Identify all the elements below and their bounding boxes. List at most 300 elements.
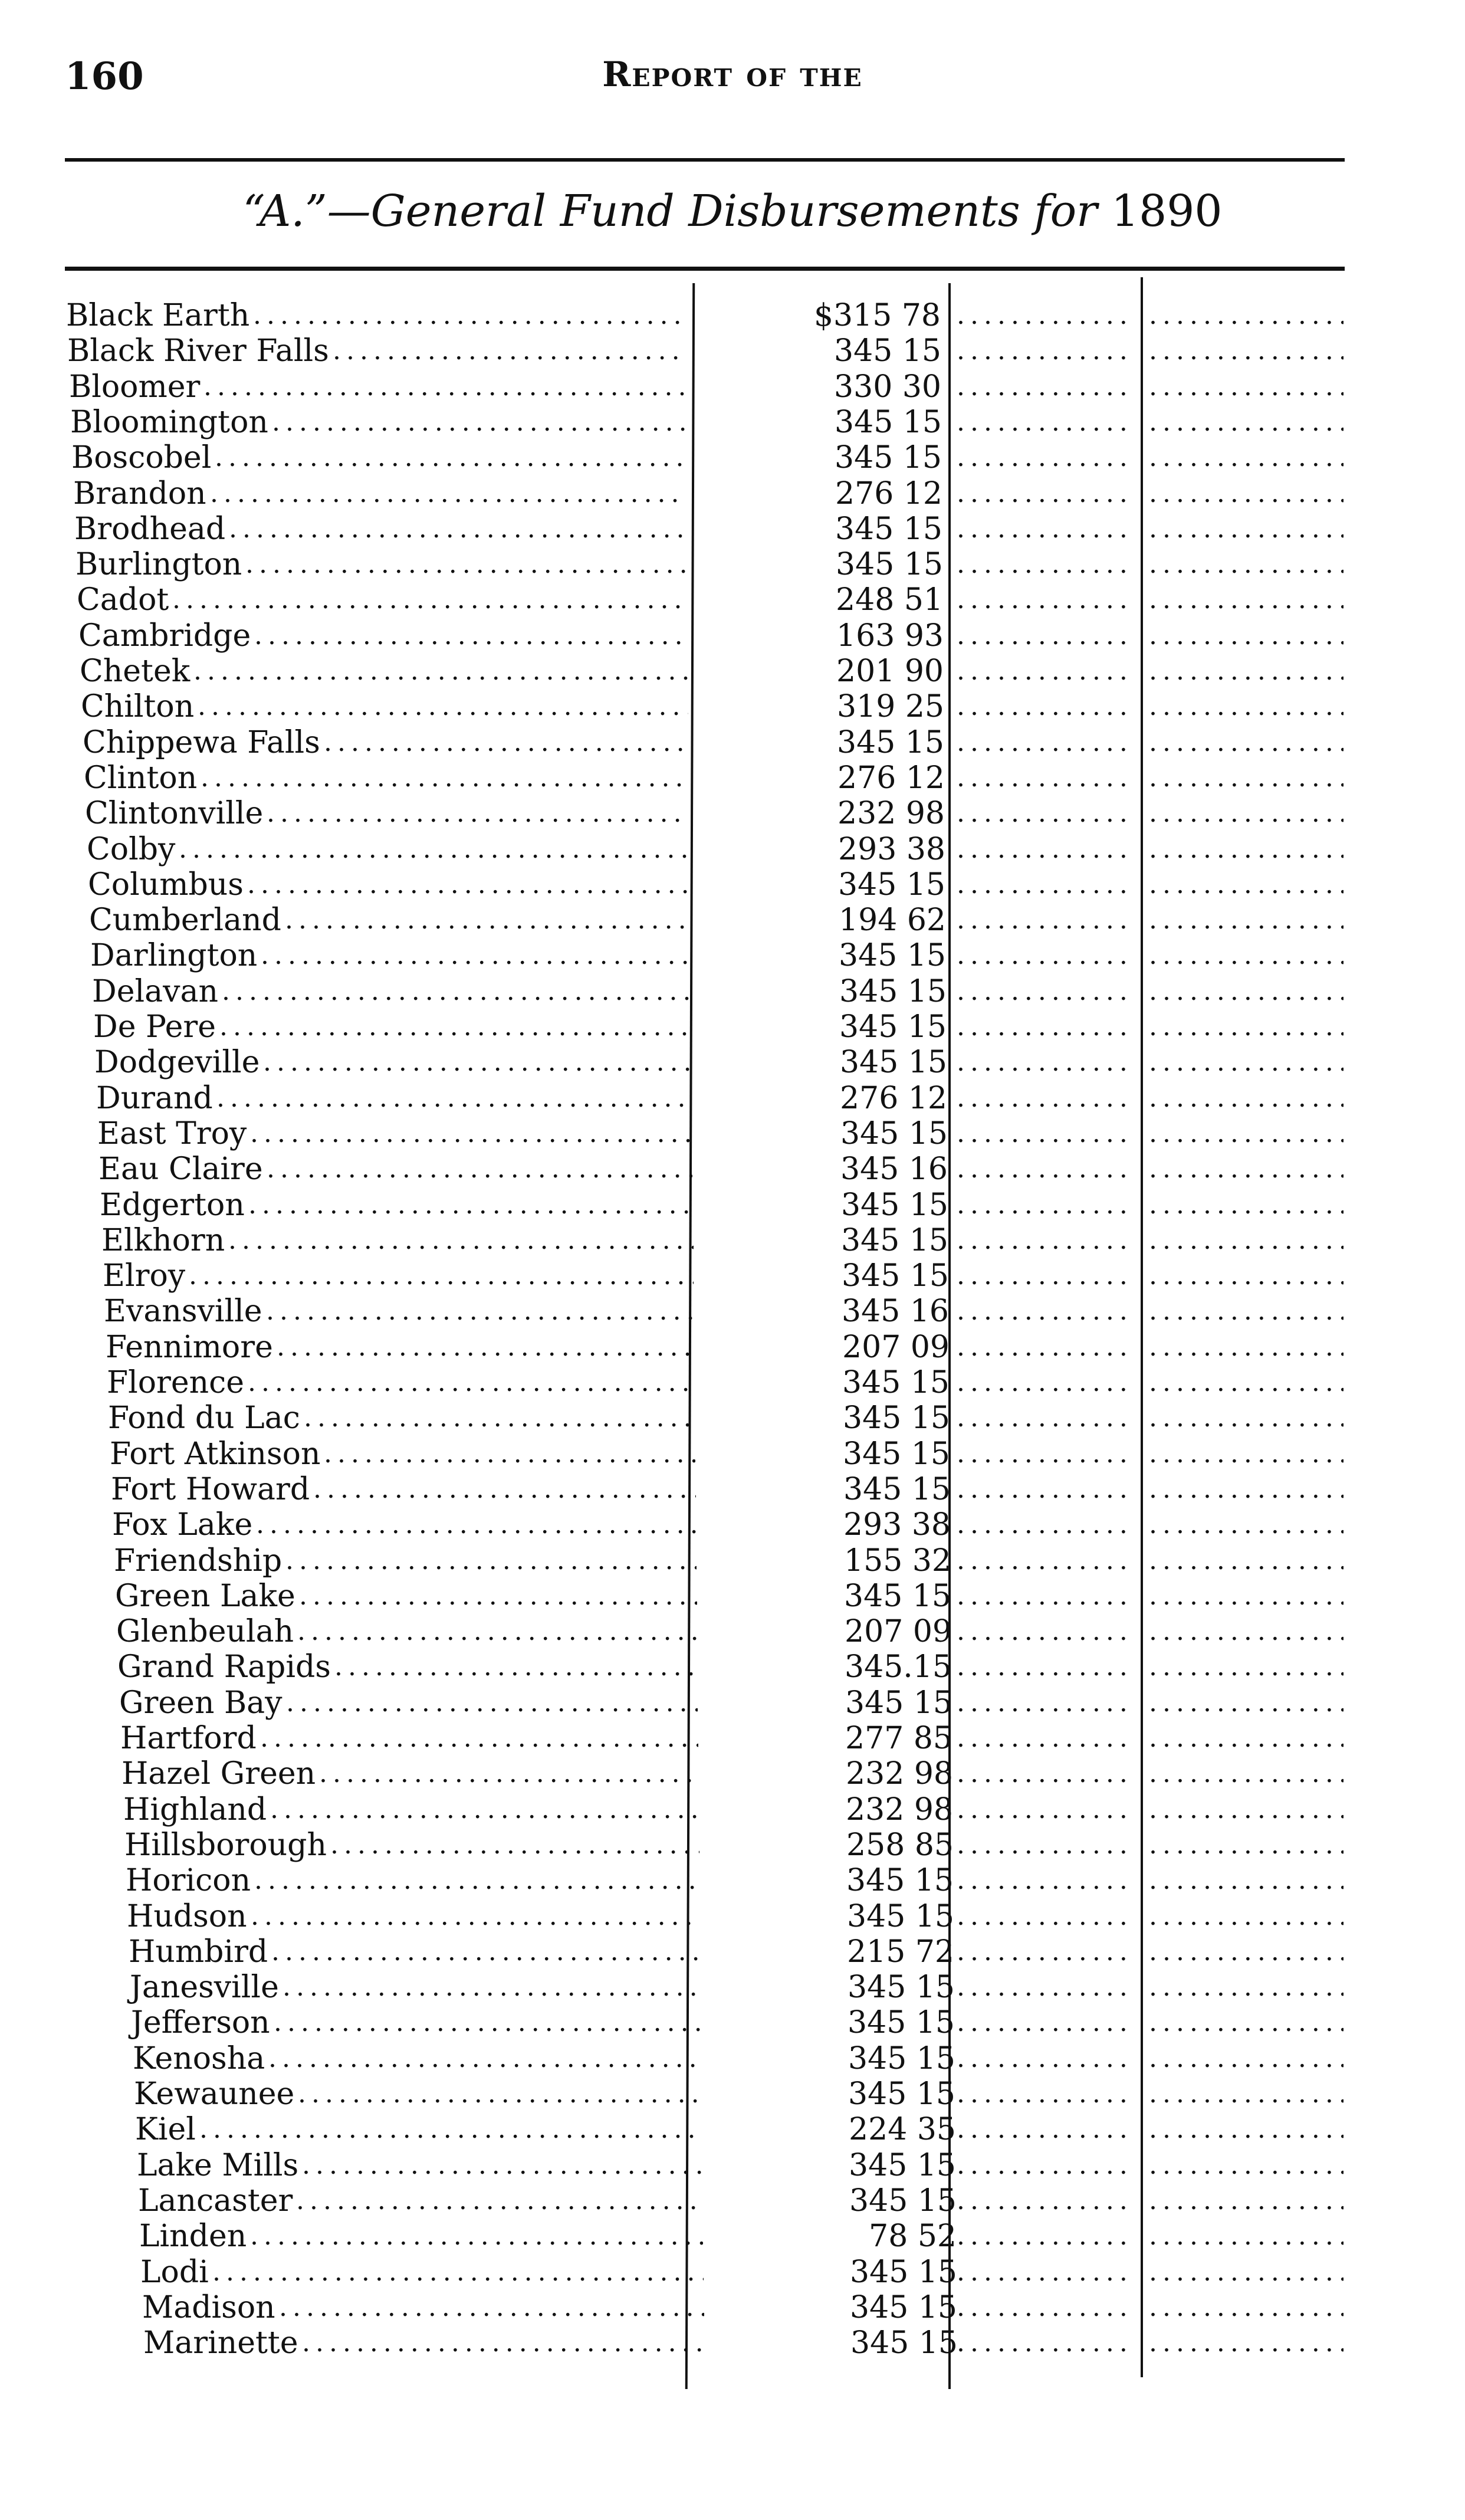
amount-value: 232 98 <box>846 1756 953 1792</box>
table-row <box>0 582 1465 618</box>
table-row <box>0 832 1465 867</box>
blank-column-dots <box>1149 1827 1344 1863</box>
blank-column-dots <box>957 725 1134 760</box>
blank-column-dots <box>957 1543 1134 1579</box>
leader-dots <box>250 2219 703 2254</box>
amount-value: 345 15 <box>849 2183 957 2219</box>
amount-value: 345 15 <box>847 1898 954 1934</box>
place-name: Bloomer <box>69 369 201 405</box>
table-row <box>0 1792 1465 1827</box>
blank-column-dots <box>1149 1579 1344 1614</box>
amount-value: 345 15 <box>839 938 946 974</box>
blank-column-dots <box>1149 1330 1344 1365</box>
place-name: Fennimore <box>106 1329 273 1365</box>
leader-dots <box>222 974 691 1009</box>
blank-column-dots <box>1149 582 1344 618</box>
amount-value: 345 15 <box>840 1045 947 1081</box>
blank-column-dots <box>1149 1792 1344 1827</box>
place-name: Lake Mills <box>137 2147 299 2183</box>
table-row <box>0 1721 1465 1756</box>
blank-column-dots <box>1149 1294 1344 1329</box>
leader-dots <box>189 1258 694 1294</box>
table-row <box>0 2255 1465 2290</box>
amount-value: 345 15 <box>843 1400 950 1436</box>
amount-value: 345 15 <box>840 1115 948 1151</box>
blank-column-dots <box>957 2255 1134 2290</box>
amount-value: 345 15 <box>848 2005 955 2041</box>
place-name: Linden <box>139 2219 247 2255</box>
blank-column-dots <box>1149 547 1344 582</box>
leader-dots <box>245 547 686 582</box>
table-row <box>0 796 1465 831</box>
amount-value: 345 15 <box>850 2254 957 2290</box>
place-name: Dodgeville <box>94 1045 260 1081</box>
leader-dots <box>212 2255 704 2290</box>
blank-column-dots <box>1149 1081 1344 1116</box>
blank-column-dots <box>957 1649 1134 1685</box>
blank-column-dots <box>957 796 1134 831</box>
table-row <box>0 2076 1465 2112</box>
place-name: Chippewa Falls <box>83 724 320 760</box>
blank-column-dots <box>1149 689 1344 724</box>
table-row <box>0 1827 1465 1863</box>
blank-column-dots <box>957 1045 1134 1080</box>
place-name: Boscobel <box>71 440 212 476</box>
table-row <box>0 2148 1465 2183</box>
leader-dots <box>285 903 690 938</box>
place-name: Madison <box>142 2289 275 2325</box>
place-name: Colby <box>87 831 176 867</box>
table-row <box>0 867 1465 903</box>
blank-column-dots <box>1149 1899 1344 1934</box>
blank-column-dots <box>957 440 1134 475</box>
blank-column-dots <box>1149 1721 1344 1756</box>
place-name: Hazel Green <box>121 1756 316 1792</box>
place-name: Humbird <box>129 1934 268 1970</box>
blank-column-dots <box>957 1223 1134 1258</box>
blank-column-dots <box>1149 938 1344 973</box>
table-row <box>0 1649 1465 1685</box>
table-row <box>0 333 1465 369</box>
leader-dots <box>254 618 687 654</box>
blank-column-dots <box>957 1365 1134 1400</box>
place-name: Elroy <box>103 1258 186 1294</box>
table-row <box>0 1436 1465 1472</box>
place-name: Delavan <box>92 973 218 1009</box>
blank-column-dots <box>1149 2290 1344 2325</box>
amount-value: 201 90 <box>836 654 944 689</box>
amount-value: 224 35 <box>849 2112 956 2148</box>
leader-dots <box>172 582 687 618</box>
table-row <box>0 1756 1465 1791</box>
leader-dots <box>179 832 689 867</box>
place-name: Jefferson <box>131 2005 270 2041</box>
table-row <box>0 1400 1465 1436</box>
table-row <box>0 1009 1465 1045</box>
table-row <box>0 2290 1465 2325</box>
leader-dots <box>302 2325 704 2361</box>
amount-value: 345 15 <box>841 1222 948 1258</box>
table-title <box>0 186 1465 237</box>
table-row <box>0 1934 1465 1970</box>
blank-column-dots <box>957 2183 1134 2219</box>
leader-dots <box>193 654 688 689</box>
place-name: Green Lake <box>115 1578 295 1614</box>
blank-column-dots <box>1149 511 1344 547</box>
leader-dots <box>250 1116 692 1151</box>
place-name: Marinette <box>143 2325 298 2361</box>
blank-column-dots <box>1149 440 1344 475</box>
leader-dots <box>260 1721 698 1756</box>
leader-dots <box>319 1756 699 1791</box>
place-name: Bloomington <box>70 404 268 440</box>
place-name: Brandon <box>73 475 206 511</box>
blank-column-dots <box>1149 2255 1344 2290</box>
blank-column-dots <box>1149 405 1344 440</box>
place-name: Brodhead <box>74 511 226 547</box>
blank-column-dots <box>1149 903 1344 938</box>
leader-dots <box>228 1223 694 1258</box>
blank-column-dots <box>957 1970 1134 2005</box>
leader-dots <box>299 1579 697 1614</box>
amount-value: 207 09 <box>845 1614 952 1650</box>
leader-dots <box>248 1187 693 1223</box>
blank-column-dots <box>1149 476 1344 511</box>
blank-column-dots <box>1149 298 1344 333</box>
blank-column-dots <box>957 1400 1134 1436</box>
blank-column-dots <box>1149 618 1344 654</box>
leader-dots <box>330 1827 699 1863</box>
leader-dots <box>198 689 688 724</box>
leader-dots <box>313 1472 696 1507</box>
place-name: Fox Lake <box>112 1507 253 1543</box>
blank-column-dots <box>957 867 1134 903</box>
table-row <box>0 2112 1465 2147</box>
leader-dots <box>216 1081 692 1116</box>
blank-column-dots <box>1149 1009 1344 1045</box>
blank-column-dots <box>957 1579 1134 1614</box>
blank-column-dots <box>1149 1472 1344 1507</box>
amount-value: 277 85 <box>845 1721 952 1756</box>
table-row <box>0 1614 1465 1649</box>
leader-dots <box>274 2005 701 2040</box>
place-name: Lancaster <box>138 2183 293 2219</box>
place-name: Kiel <box>135 2112 196 2148</box>
page-number: 160 <box>65 54 144 99</box>
leader-dots <box>215 440 685 475</box>
blank-column-dots <box>1149 1614 1344 1649</box>
blank-column-dots <box>1149 974 1344 1009</box>
table-row <box>0 938 1465 973</box>
place-name: Highland <box>123 1791 267 1827</box>
blank-column-dots <box>957 2041 1134 2076</box>
blank-column-dots <box>1149 1685 1344 1721</box>
leader-dots <box>270 1792 699 1827</box>
leader-dots <box>247 867 690 903</box>
place-name: Hartford <box>120 1721 257 1756</box>
table-row <box>0 1330 1465 1365</box>
amount-value: 345 15 <box>836 547 943 583</box>
amount-value: 345 16 <box>840 1151 948 1187</box>
blank-column-dots <box>957 1116 1134 1151</box>
table-row <box>0 298 1465 333</box>
table-row <box>0 1472 1465 1507</box>
amount-value: 345 15 <box>839 973 947 1009</box>
blank-column-dots <box>1149 1756 1344 1791</box>
blank-column-dots <box>957 689 1134 724</box>
amount-value: 345 15 <box>848 2076 955 2112</box>
leader-dots <box>285 1543 697 1579</box>
blank-column-dots <box>957 476 1134 511</box>
blank-column-dots <box>1149 1436 1344 1472</box>
blank-column-dots <box>957 2325 1134 2361</box>
blank-column-dots <box>957 1472 1134 1507</box>
table-row <box>0 1543 1465 1579</box>
blank-column-dots <box>1149 2148 1344 2183</box>
place-name: Horicon <box>126 1863 251 1899</box>
blank-column-dots <box>1149 2005 1344 2040</box>
leader-dots <box>229 511 686 547</box>
blank-column-dots <box>957 1899 1134 1934</box>
place-name: Black River Falls <box>67 333 329 369</box>
blank-column-dots <box>957 2290 1134 2325</box>
amount-value: 345 15 <box>848 2040 955 2076</box>
place-name: Grand Rapids <box>117 1649 331 1685</box>
place-name: Lodi <box>140 2254 209 2290</box>
amount-value: 345 15 <box>842 1258 949 1294</box>
blank-column-dots <box>957 903 1134 938</box>
running-head: Report of the <box>602 54 863 94</box>
blank-column-dots <box>957 1863 1134 1898</box>
table-row <box>0 654 1465 689</box>
place-name: Fort Howard <box>111 1471 310 1507</box>
table-row <box>0 1116 1465 1151</box>
amount-value: 330 30 <box>834 369 941 405</box>
blank-column-dots <box>1149 1507 1344 1543</box>
blank-column-dots <box>1149 725 1344 760</box>
amount-value: 293 38 <box>843 1507 951 1543</box>
table-row <box>0 1045 1465 1080</box>
table-row <box>0 760 1465 796</box>
table-row <box>0 476 1465 511</box>
blank-column-dots <box>1149 1400 1344 1436</box>
amount-value: 345 15 <box>848 1970 955 2006</box>
blank-column-dots <box>1149 654 1344 689</box>
blank-column-dots <box>957 1151 1134 1187</box>
blank-column-dots <box>957 2076 1134 2112</box>
leader-dots <box>253 298 684 333</box>
amount-value: 345 15 <box>837 724 944 760</box>
blank-column-dots <box>1149 2076 1344 2112</box>
amount-value: 319 25 <box>837 689 944 725</box>
amount-value: 215 72 <box>847 1934 954 1970</box>
leader-dots <box>272 405 685 440</box>
blank-column-dots <box>957 1294 1134 1329</box>
blank-column-dots <box>1149 1970 1344 2005</box>
place-name: Edgerton <box>100 1187 245 1223</box>
amount-value: 194 62 <box>839 903 946 939</box>
blank-column-dots <box>957 654 1134 689</box>
amount-value: 345 15 <box>843 1436 950 1472</box>
blank-column-dots <box>1149 2112 1344 2147</box>
blank-column-dots <box>957 1258 1134 1294</box>
table-row <box>0 974 1465 1009</box>
place-name: Glenbeulah <box>116 1614 294 1650</box>
blank-column-dots <box>1149 333 1344 369</box>
amount-value: 276 12 <box>837 760 945 796</box>
leader-dots <box>201 760 689 796</box>
blank-column-dots <box>1149 1116 1344 1151</box>
blank-column-dots <box>957 1507 1134 1543</box>
table-row <box>0 1899 1465 1934</box>
place-name: Clintonville <box>85 796 264 832</box>
place-name: Cumberland <box>89 903 281 939</box>
table-row <box>0 1365 1465 1400</box>
place-name: Black Earth <box>66 298 250 333</box>
amount-value: 276 12 <box>840 1080 947 1116</box>
leader-dots <box>263 1045 692 1080</box>
blank-column-dots <box>1149 2041 1344 2076</box>
place-name: De Pere <box>93 1009 216 1045</box>
place-name: Columbus <box>88 867 244 903</box>
leader-dots <box>333 333 685 369</box>
blank-column-dots <box>957 1330 1134 1365</box>
leader-dots <box>256 1507 696 1543</box>
amount-value: 345 15 <box>850 2325 958 2361</box>
blank-column-dots <box>957 511 1134 547</box>
blank-column-dots <box>1149 2325 1344 2361</box>
leader-dots <box>296 2183 703 2219</box>
blank-column-dots <box>957 298 1134 333</box>
place-name: Cadot <box>77 582 169 618</box>
table-row <box>0 725 1465 760</box>
place-name: Green Bay <box>119 1685 283 1721</box>
amount-value: 345 15 <box>835 404 942 440</box>
blank-column-dots <box>957 2005 1134 2040</box>
leader-dots <box>334 1649 698 1685</box>
table-row <box>0 903 1465 938</box>
place-name: Hillsborough <box>124 1827 327 1863</box>
amount-value: 78 52 <box>869 2219 957 2255</box>
blank-column-dots <box>957 2148 1134 2183</box>
amount-value: 345 15 <box>842 1365 950 1400</box>
table-row <box>0 1294 1465 1329</box>
table-row <box>0 1863 1465 1898</box>
place-name: Evansville <box>104 1294 262 1330</box>
table-row <box>0 369 1465 405</box>
place-name: Elkhorn <box>101 1222 225 1258</box>
table-row <box>0 1081 1465 1116</box>
top-rule <box>65 158 1345 162</box>
blank-column-dots <box>957 1685 1134 1721</box>
blank-column-dots <box>957 1934 1134 1970</box>
blank-column-dots <box>1149 1863 1344 1898</box>
amount-value: 345 15 <box>839 1009 947 1045</box>
table-row <box>0 689 1465 724</box>
table-row <box>0 511 1465 547</box>
blank-column-dots <box>957 405 1134 440</box>
leader-dots <box>268 2041 701 2076</box>
amount-value: 345 15 <box>846 1863 954 1899</box>
place-name: Darlington <box>90 938 258 974</box>
blank-column-dots <box>957 1721 1134 1756</box>
table-title-year: 1890 <box>1111 186 1223 237</box>
blank-column-dots <box>957 760 1134 796</box>
blank-column-dots <box>957 938 1134 973</box>
amount-value: 345 15 <box>843 1471 951 1507</box>
place-name: Burlington <box>75 547 242 583</box>
leader-dots <box>261 938 691 973</box>
blank-column-dots <box>957 1436 1134 1472</box>
place-name: Florence <box>107 1365 245 1400</box>
blank-column-dots <box>1149 1365 1344 1400</box>
table-row <box>0 1258 1465 1294</box>
leader-dots <box>298 2076 702 2112</box>
amount-value: 345 16 <box>842 1294 949 1330</box>
leader-dots <box>203 369 685 405</box>
blank-column-dots <box>957 582 1134 618</box>
blank-column-dots <box>1149 1543 1344 1579</box>
amount-value: 276 12 <box>835 475 942 511</box>
blank-column-dots <box>957 1187 1134 1223</box>
amount-value: 248 51 <box>836 582 943 618</box>
table-row <box>0 618 1465 654</box>
amount-value: 345 15 <box>850 2289 957 2325</box>
amount-value: 155 32 <box>844 1543 951 1579</box>
place-name: Hudson <box>127 1898 247 1934</box>
leader-dots <box>302 2148 702 2183</box>
leader-dots <box>271 1934 701 1970</box>
leader-dots <box>324 725 688 760</box>
amount-value: 345 15 <box>841 1187 948 1223</box>
leader-dots <box>324 1436 695 1472</box>
leader-dots <box>251 1899 700 1934</box>
place-name: Fort Atkinson <box>110 1436 321 1472</box>
blank-column-dots <box>1149 1258 1344 1294</box>
table-row <box>0 1187 1465 1223</box>
amount-value: 345.15 <box>845 1649 952 1685</box>
table-row <box>0 1507 1465 1543</box>
leader-dots <box>199 2112 702 2147</box>
blank-column-dots <box>957 333 1134 369</box>
table-row <box>0 405 1465 440</box>
amount-value: 345 15 <box>835 511 942 547</box>
amount-value: 232 98 <box>837 796 945 832</box>
amount-value: 345 15 <box>844 1578 951 1614</box>
table-row <box>0 1970 1465 2005</box>
amount-value: 345 15 <box>834 333 941 369</box>
blank-column-dots <box>957 618 1134 654</box>
amount-value: 345 15 <box>838 867 945 903</box>
blank-column-dots <box>957 369 1134 405</box>
leader-dots <box>297 1614 697 1649</box>
place-name: Durand <box>96 1080 213 1116</box>
amount-value: 207 09 <box>842 1329 950 1365</box>
leader-dots <box>277 1330 694 1365</box>
title-rule <box>65 267 1345 271</box>
blank-column-dots <box>957 1614 1134 1649</box>
blank-column-dots <box>957 832 1134 867</box>
table-title-text: “A.”—General Fund Disbursements for <box>242 186 1098 237</box>
leader-dots <box>266 1294 694 1329</box>
blank-column-dots <box>957 974 1134 1009</box>
amount-value: 232 98 <box>846 1791 953 1827</box>
leader-dots <box>286 1685 698 1721</box>
amount-value: 293 38 <box>838 831 945 867</box>
amount-value: 258 85 <box>846 1827 954 1863</box>
table-row <box>0 1579 1465 1614</box>
table-row <box>0 1223 1465 1258</box>
